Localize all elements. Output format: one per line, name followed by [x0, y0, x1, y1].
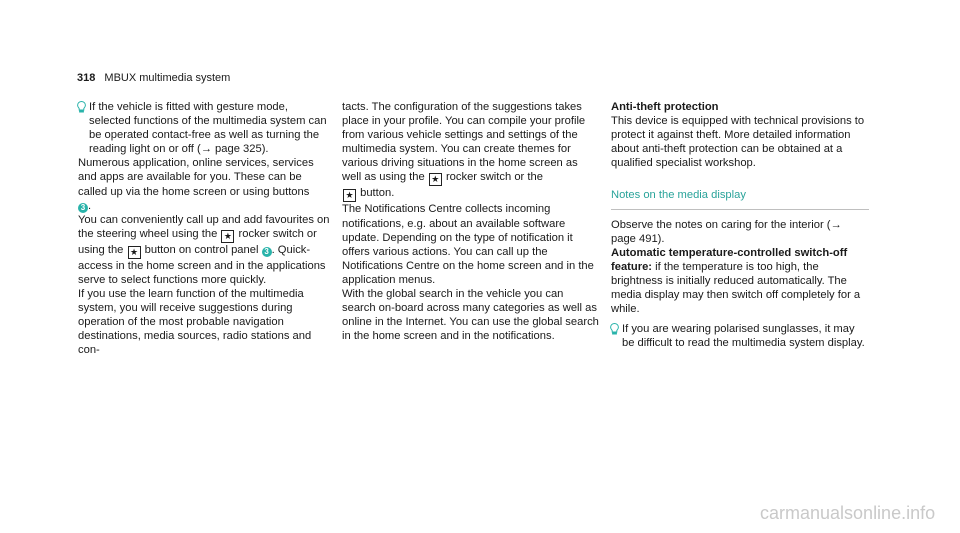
- anti-theft-heading: Anti-theft protection: [611, 101, 719, 113]
- paragraph-text: button.: [360, 187, 395, 200]
- paragraph-text: Observe the notes on caring for the interior (→ page 491).: [611, 218, 842, 245]
- star-button-icon: ★: [429, 173, 442, 186]
- page-header-title: MBUX multimedia system: [104, 72, 231, 84]
- paragraph-text: You can conveniently call up and add favourites on the steering wheel using the: [78, 213, 330, 240]
- paragraph-text: If you use the learn function of the multimedia system, you will receive suggestions during operation of the most probable navigation destinations, media sources, radio stations and con-: [78, 288, 312, 357]
- column-1: [78, 100, 330, 364]
- paragraph-text: tacts. The configuration of the suggestions takes place in your profile. You can compile your profile from various vehicle settings and settings of the multimedia system. You can create themes for various driving situations in the home screen as well as using the: [342, 101, 586, 184]
- note-sunglasses: [611, 322, 869, 350]
- section-title: Notes on the media display: [611, 188, 869, 209]
- star-button-icon: ★: [343, 189, 356, 202]
- info-bulb-icon: [77, 101, 86, 113]
- callout-number-3: 3: [262, 247, 272, 257]
- paragraph-text: rocker switch or using the: [78, 227, 317, 256]
- paragraph-profile: [342, 100, 600, 343]
- star-button-icon: ★: [221, 230, 234, 243]
- callout-number-3: 3: [78, 203, 88, 213]
- watermark: carmanualsonline.info: [760, 503, 936, 523]
- column-3: [611, 100, 869, 350]
- anti-theft-block: [611, 100, 869, 170]
- paragraph-care: [611, 218, 869, 317]
- star-button-icon: ★: [128, 246, 141, 259]
- info-bulb-icon: [610, 323, 619, 335]
- paragraph-text: .: [88, 199, 92, 212]
- paragraph-text: if the temperature is too high, the brightness is initially reduced automatically. The media display may then switch off completely for a while.: [611, 260, 861, 316]
- page-number: 318: [77, 72, 96, 84]
- paragraph-applications: [78, 156, 330, 357]
- auto-switch-off-heading: Automatic temperature-controlled switch-off feature:: [611, 246, 848, 273]
- paragraph-text: button on control panel: [144, 243, 259, 256]
- note-sunglasses-text: If you are wearing polarised sunglasses, it may be difficult to read the multimedia system display.: [622, 323, 865, 350]
- note-gesture-text: If the vehicle is fitted with gesture mode, selected functions of the multimedia system can be operated contact-free as well as turning the reading light on or off (→ page 325).: [89, 101, 327, 156]
- paragraph-text: The Notifications Centre collects incoming notifications, e.g. about an available software update. Depending on the type of notification it offers various actions. You can call up the Notifications Centre on the home screen and in the application menus.: [342, 203, 594, 286]
- paragraph-text: rocker switch or the: [445, 171, 543, 184]
- anti-theft-text: This device is equipped with technical provisions to protect it against theft. More detailed information about anti-theft protection can be obtained at a qualified specialist workshop.: [611, 115, 865, 170]
- note-gesture: [78, 100, 330, 156]
- page-header: [77, 71, 230, 85]
- column-2: [342, 100, 600, 349]
- paragraph-text: Numerous application, online services, services and apps are available for you. These can be called up via the home screen or using buttons: [78, 157, 314, 198]
- paragraph-text: . Quick-access in the home screen and in the applications serve to select functions more quickly.: [78, 243, 326, 286]
- paragraph-text: With the global search in the vehicle you can search on-board across many categories as well as online in the Internet. You can use the global search in the home screen and in the notifications.: [342, 288, 599, 343]
